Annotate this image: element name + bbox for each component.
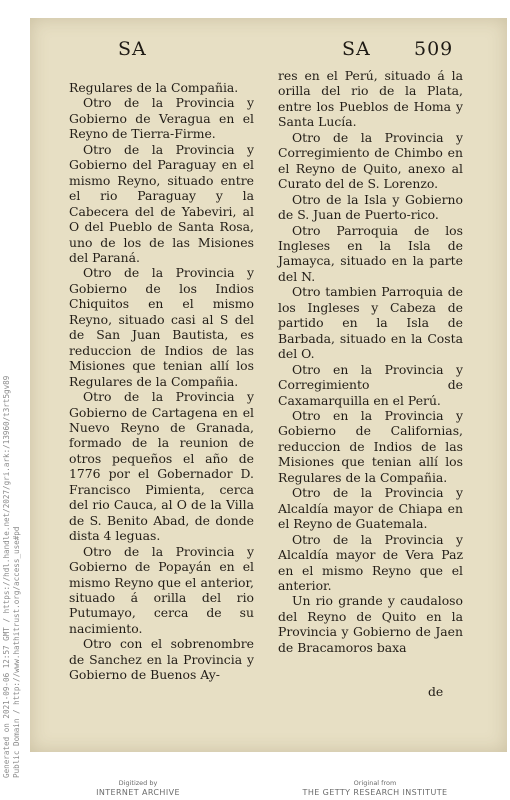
side-note-line: Generated on 2021-09-06 12:57 GMT / https://hdl.handle.net/2027/gri.ark:/13960/t3rt5gv89 bbox=[2, 375, 11, 778]
right-column bbox=[278, 68, 463, 655]
running-head-right: SA bbox=[342, 38, 371, 60]
paragraph: Otro de la Provincia y Gobierno del Paraguay en el mismo Reyno, situado entre el rio Paraguay y la Cabecera del de Yabeviri, al O del Pueblo de Santa Rosa, uno de los de las Misiones del Paraná. bbox=[69, 141, 254, 265]
paragraph: Otro con el sobrenombre de Sanchez en la Provincia y Gobierno de Buenos Ay- bbox=[69, 636, 254, 683]
running-head-left: SA bbox=[118, 38, 147, 60]
paragraph: Otro de la Provincia y Gobierno de Cartagena en el Nuevo Reyno de Granada, formado de la reunion de otros pequeños el año de 1776 por el Gobernador D. Francisco Pimienta, cerca del rio Cauca, al O de la Villa de S. Benito Abad, de donde dista 4 leguas. bbox=[69, 389, 254, 544]
paragraph: Otro Parroquia de los Ingleses en la Isla de Jamayca, situado en la parte del N. bbox=[278, 222, 463, 284]
digitized-by-credit bbox=[88, 779, 188, 797]
paragraph: Otro de la Isla y Gobierno de S. Juan de Puerto-rico. bbox=[278, 191, 463, 223]
credit-name: THE GETTY RESEARCH INSTITUTE bbox=[302, 788, 448, 797]
credit-name: INTERNET ARCHIVE bbox=[96, 788, 180, 797]
paragraph: Otro de la Provincia y Alcaldía mayor de Vera Paz en el mismo Reyno que el anterior. bbox=[278, 531, 463, 593]
catchword: de bbox=[428, 684, 444, 699]
paragraph: Otro de la Provincia y Gobierno de los Indios Chiquitos en el mismo Reyno, situado casi al S del de San Juan Bautista, es reduccion de Indios de las Misiones que tenian allí los Regulares de la Compañia. bbox=[69, 265, 254, 389]
side-note-line: Public Domain / http://www.hathitrust.org/access_use#pd bbox=[11, 526, 21, 778]
page-number: 509 bbox=[414, 38, 454, 60]
paragraph: Un rio grande y caudaloso del Reyno de Quito en la Provincia y Gobierno de Jaen de Bracamoros baxa bbox=[278, 593, 463, 655]
paragraph: Otro en la Provincia y Gobierno de Californias, reduccion de Indios de las Misiones que tenian allí los Regulares de la Compañia. bbox=[278, 407, 463, 485]
paragraph: Otro de la Provincia y Alcaldía mayor de Chiapa en el Reyno de Guatemala. bbox=[278, 485, 463, 532]
left-column bbox=[69, 80, 254, 683]
original-from-credit bbox=[300, 779, 450, 797]
paragraph: Regulares de la Compañia. bbox=[69, 80, 239, 95]
paragraph: res en el Perú, situado á la orilla del rio de la Plata, entre los Pueblos de Homa y Santa Lucía. bbox=[278, 68, 463, 130]
paragraph: Otro tambien Parroquia de los Ingleses y Cabeza de partido en la Isla de Barbada, situado en la Costa del O. bbox=[278, 284, 463, 362]
paragraph: Otro de la Provincia y Gobierno de Popayán en el mismo Reyno que el anterior, situado á orilla del rio Putumayo, cerca de su nacimiento. bbox=[69, 543, 254, 636]
book-page bbox=[30, 18, 507, 752]
hathitrust-side-note bbox=[2, 376, 21, 778]
credit-caption: Digitized by bbox=[118, 779, 158, 787]
paragraph: Otro en la Provincia y Corregimiento de Caxamarquilla en el Perú. bbox=[278, 361, 463, 408]
credit-caption: Original from bbox=[353, 779, 397, 787]
paragraph: Otro de la Provincia y Corregimiento de Chimbo en el Reyno de Quito, anexo al Curato del de S. Lorenzo. bbox=[278, 129, 463, 192]
paragraph: Otro de la Provincia y Gobierno de Veragua en el Reyno de Tierra-Firme. bbox=[69, 95, 254, 142]
